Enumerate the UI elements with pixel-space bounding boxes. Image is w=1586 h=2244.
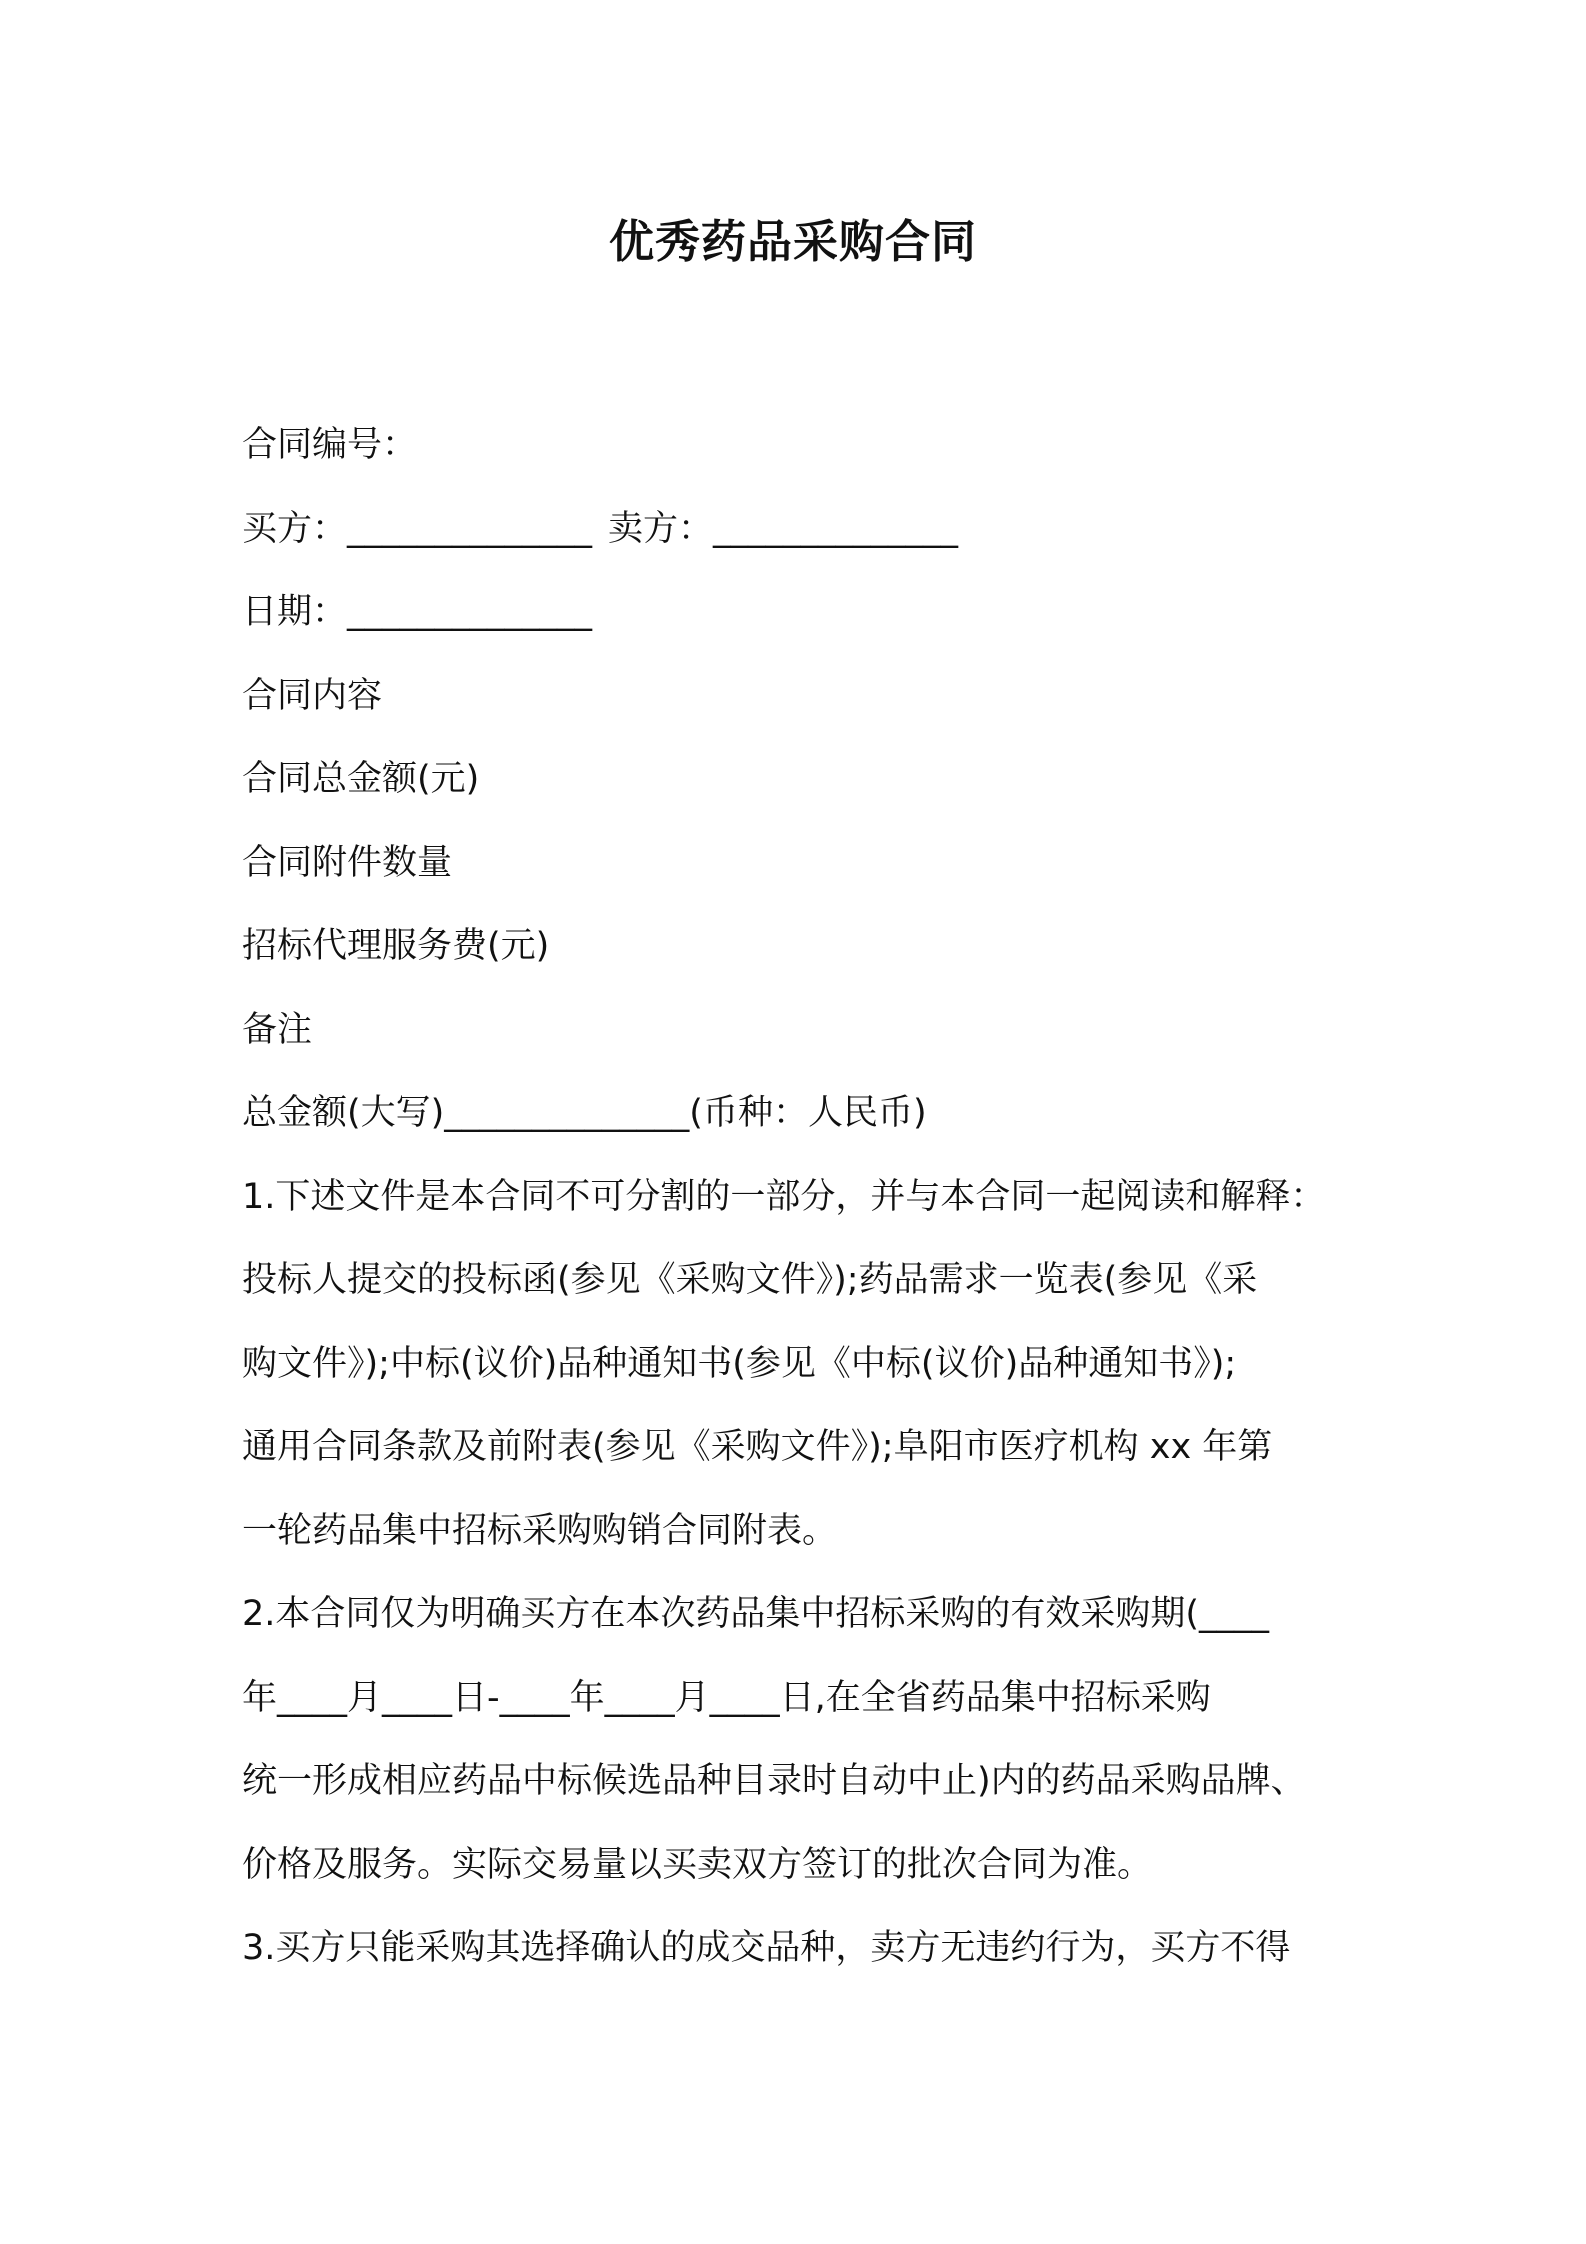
summary-item-contract-content: 合同内容 [242,675,383,716]
clause-1-line-3: 购文件》);中标(议价)品种通知书(参见《中标(议价)品种通知书》); [242,1343,1237,1384]
clause-1-line-5: 一轮药品集中招标采购购销合同附表。 [242,1510,838,1551]
summary-item-remarks: 备注 [242,1009,313,1050]
date-line [242,571,1392,655]
contract-number-label: 合同编号： [242,425,418,465]
clause-1-line-1: 1.下述文件是本合同不可分割的一部分，并与本合同一起阅读和解释： [242,1176,1326,1217]
total-amount-uppercase-line: 总金额(大写)______________(币种：人民币) [242,1093,927,1133]
clause-1-line-2: 投标人提交的投标函(参见《采购文件》);药品需求一览表(参见《采 [242,1260,1258,1300]
summary-item-agency-fee: 招标代理服务费(元) [242,926,550,966]
document-body [242,404,1392,1991]
seller-label: 卖方： [608,508,714,549]
clause-3-line-1: 3.买方只能采购其选择确认的成交品种，卖方无违约行为，买方不得 [242,1928,1291,1968]
document-title: 优秀药品采购合同 [608,215,977,268]
buyer-seller-line [242,488,1392,572]
seller-blank: ______________ [713,508,959,549]
date-blank: ______________ [347,592,593,632]
buyer-label: 买方： [242,508,348,549]
clause-1-line-4: 通用合同条款及前附表(参见《采购文件》);阜阳市医疗机构 xx 年第 [242,1427,1273,1467]
clause-2-line-2: 年____月____日-____年____月____日,在全省药品集中招标采购 [242,1677,1211,1718]
summary-item-attachment-count: 合同附件数量 [242,842,453,883]
contract-number-line [242,404,1392,488]
clause-2-line-1: 2.本合同仅为明确买方在本次药品集中招标采购的有效采购期(____ [242,1594,1270,1634]
clause-2-line-4: 价格及服务。实际交易量以买卖双方签订的批次合同为准。 [242,1844,1153,1885]
date-label: 日期： [242,592,348,632]
buyer-blank: ______________ [347,508,593,549]
summary-item-total-amount: 合同总金额(元) [242,759,480,799]
clause-2-line-3: 统一形成相应药品中标候选品种目录时自动中止)内的药品采购品牌、 [242,1761,1306,1801]
